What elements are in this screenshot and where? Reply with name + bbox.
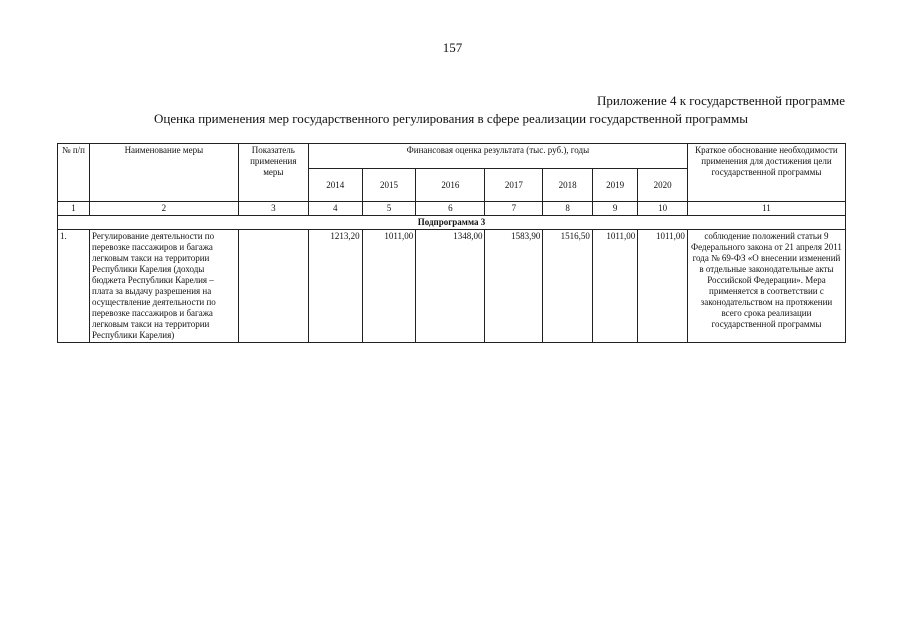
header-year: 2015 — [362, 169, 416, 202]
row-value-2018: 1516,50 — [543, 230, 593, 343]
appendix-label: Приложение 4 к государственной программе — [596, 93, 845, 108]
column-number: 4 — [308, 202, 362, 216]
document-title: Оценка применения мер государственного регулирования в сфере реализации государственной программы — [153, 111, 748, 126]
column-number: 2 — [90, 202, 239, 216]
regulation-measures-table — [57, 143, 846, 343]
row-num: 1. — [58, 230, 90, 343]
header-year: 2020 — [638, 169, 688, 202]
column-number: 8 — [543, 202, 593, 216]
row-indicator — [238, 230, 308, 343]
column-number: 1 — [58, 202, 90, 216]
row-value-2014: 1213,20 — [308, 230, 362, 343]
column-number: 3 — [238, 202, 308, 216]
header-justification: Краткое обоснование необходимости применения для достижения цели государственной программы — [687, 144, 845, 202]
row-value-2019: 1011,00 — [592, 230, 637, 343]
row-value-2015: 1011,00 — [362, 230, 416, 343]
header-indicator: Показатель применения меры — [238, 144, 308, 202]
column-number: 6 — [416, 202, 485, 216]
row-justification: соблюдение положений статьи 9 Федерального закона от 21 апреля 2011 года № 69-ФЗ «О внесении изменений в отдельные законодательные акты Российской Федерации». Мера применяется в соответствии с законодательством на протяжении всего срока реализации государственной программы — [687, 230, 845, 343]
column-number: 9 — [592, 202, 637, 216]
header-name: Наименование меры — [90, 144, 239, 202]
row-value-2016: 1348,00 — [416, 230, 485, 343]
header-year: 2014 — [308, 169, 362, 202]
subprogram-row — [58, 216, 846, 230]
row-name: Регулирование деятельности по перевозке пассажиров и багажа легковым такси на территории Республики Карелия (доходы бюджета Республики Карелия – плата за выдачу разрешения на осуществление деятельности по перевозке пассажиров и багажа легковым такси на территории Республики Карелия) — [90, 230, 239, 343]
column-number: 7 — [485, 202, 543, 216]
row-value-2017: 1583,90 — [485, 230, 543, 343]
column-number: 10 — [638, 202, 688, 216]
header-year: 2018 — [543, 169, 593, 202]
column-number: 11 — [687, 202, 845, 216]
header-year: 2016 — [416, 169, 485, 202]
column-number: 5 — [362, 202, 416, 216]
header-financial: Финансовая оценка результата (тыс. руб.), годы — [308, 144, 687, 169]
row-value-2020: 1011,00 — [638, 230, 688, 343]
header-year: 2019 — [592, 169, 637, 202]
table-row — [58, 230, 846, 343]
header-year: 2017 — [485, 169, 543, 202]
subprogram-title: Подпрограмма 3 — [58, 216, 846, 230]
page-number: 157 — [442, 40, 463, 55]
column-numbers-row — [58, 202, 846, 216]
header-num: № п/п — [58, 144, 90, 202]
